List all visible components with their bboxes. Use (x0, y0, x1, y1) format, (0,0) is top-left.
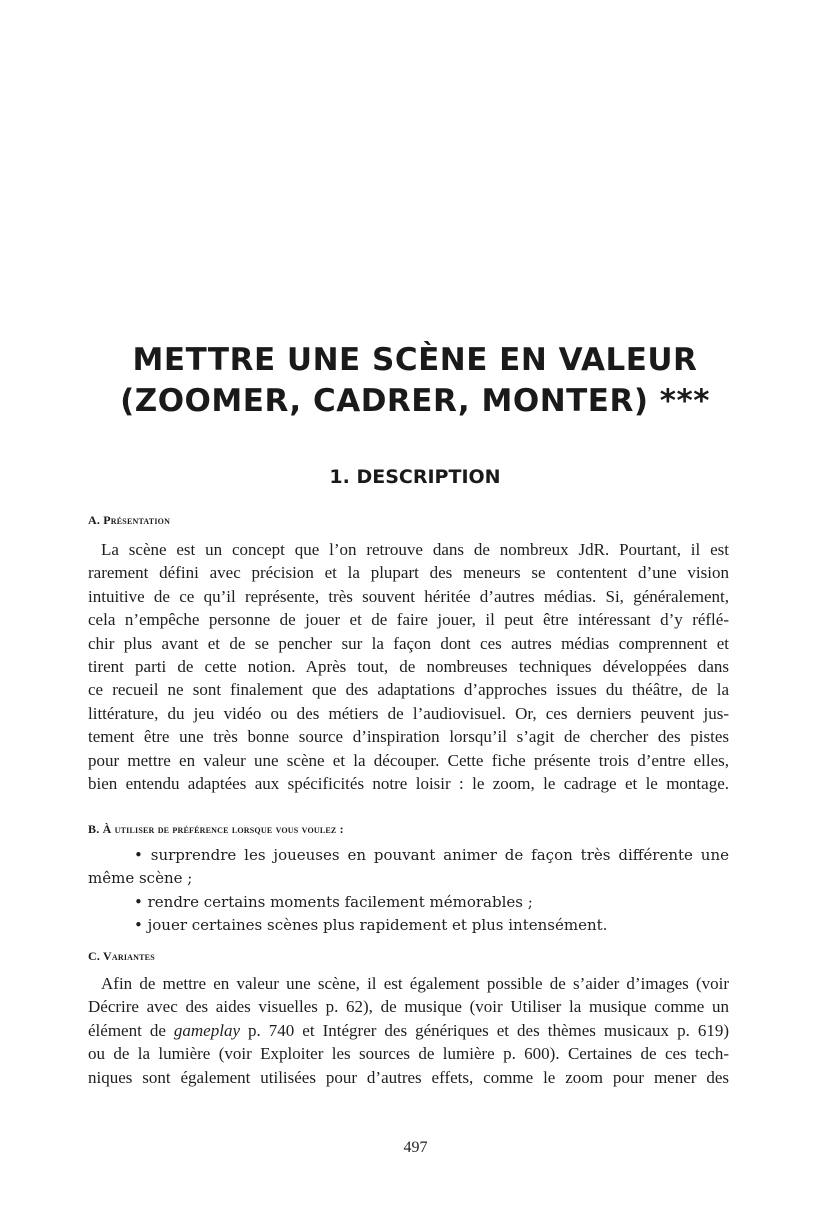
text-line: tirent parti de cette notion. Après tout, de nombreuses techniques développées dans (88, 657, 729, 677)
text-line: La scène est un concept que l’on retrouve dans de nombreux JdR. Pourtant, il est (101, 540, 729, 559)
subheading-presentation: A. Présentation (88, 513, 171, 527)
chapter-title-line-1: METTRE UNE SCÈNE EN VALEUR (132, 342, 698, 378)
text-line: tement être une très bonne source d’inspiration lorsqu’il s’agit de chercher des pistes (88, 727, 729, 747)
list-item-continuation: même scène ; (88, 869, 193, 888)
variantes-paragraph (88, 972, 729, 1089)
subheading-use-when: B. À utiliser de préférence lorsque vous voulez : (88, 822, 344, 836)
text-line: bien entendu adaptées aux spécificités notre loisir : le zoom, le cadrage et le montage. (88, 774, 729, 794)
list-item: • jouer certaines scènes plus rapidement et plus intensément. (134, 916, 608, 935)
text-line: niques sont également utilisées pour d’autres effets, comme le zoom pour mener des (88, 1067, 729, 1087)
text-line: chir plus avant et de se pencher sur la façon dont ces autres médias comprennent et (88, 633, 729, 653)
text-line: pour mettre en valeur une scène et la découper. Cette fiche présente trois d’entre elles, (88, 750, 729, 770)
emphasis-gameplay: gameplay (173, 1020, 240, 1040)
text-line: intuitive de ce qu’il représente, très souvent héritée d’autres médias. Si, généralement, (88, 586, 729, 606)
text-line (88, 1019, 729, 1042)
list-item: • surprendre les joueuses en pouvant animer de façon très différente une (134, 846, 729, 864)
text-fragment: p. 740 et Intégrer des génériques et des thèmes musicaux p. 619) (240, 1020, 730, 1040)
text-line: cela n’empêche personne de jouer et de faire jouer, il peut être intéressant d’y réflé- (88, 610, 729, 630)
text-line: Décrire avec des aides visuelles p. 62), de musique (voir Utiliser la musique comme un (88, 997, 729, 1017)
page-number: 497 (403, 1139, 428, 1156)
text-line: littérature, du jeu vidéo ou des métiers de l’audiovisuel. Or, ces derniers peuvent jus- (88, 703, 729, 723)
list-item: • rendre certains moments facilement mémorables ; (134, 892, 533, 911)
use-when-list (88, 844, 729, 938)
text-line: Afin de mettre en valeur une scène, il est également possible de s’aider d’images (voir (101, 974, 729, 993)
presentation-paragraph (88, 538, 729, 795)
chapter-title-line-2: (ZOOMER, CADRER, MONTER) *** (120, 383, 710, 419)
chapter-title (90, 340, 740, 422)
section-heading: 1. DESCRIPTION (329, 466, 501, 488)
text-line: rarement défini avec précision et la plupart des meneurs se contentent d’une vision (88, 563, 729, 583)
text-line: ou de la lumière (voir Exploiter les sources de lumière p. 600). Certaines de ces tech- (88, 1044, 729, 1064)
text-fragment: élément de (88, 1020, 174, 1040)
subheading-variantes: C. Variantes (88, 949, 155, 963)
text-line: ce recueil ne sont finalement que des adaptations d’approches issues du théâtre, de la (88, 680, 729, 700)
